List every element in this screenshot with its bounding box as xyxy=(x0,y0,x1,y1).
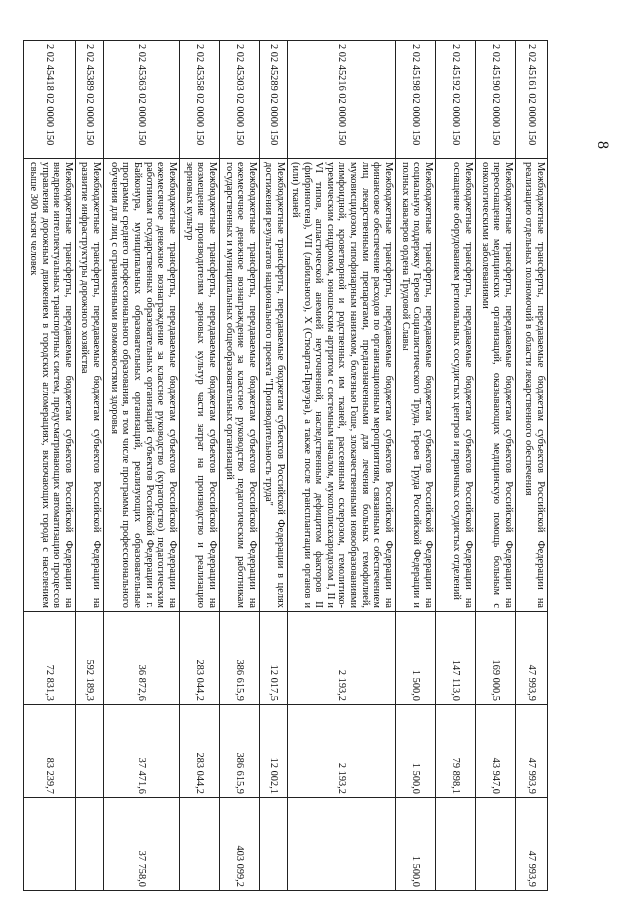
amount-col3: 1 500,0 xyxy=(396,798,436,891)
table-row xyxy=(476,41,516,891)
transfer-description: Межбюджетные трансферты, передаваемые бюджетам субъектов Российской Федерации на внедрение интеллектуальных транспортных систем, предусматривающих автоматизацию процессов управления дорожным движением в городских агломерациях, включающих города с населением свыше 300 тысяч человек xyxy=(24,159,76,612)
budget-code: 2 02 45418 02 0000 150 xyxy=(24,41,76,159)
budget-code: 2 02 45192 02 0000 150 xyxy=(436,41,476,159)
amount-col2: 83 239,7 xyxy=(24,705,76,798)
amount-col2 xyxy=(76,705,104,798)
amount-col2: 12 002,1 xyxy=(260,705,288,798)
amount-col3: 37 758,0 xyxy=(104,798,180,891)
amount-col1: 283 044,2 xyxy=(180,612,220,705)
amount-col1: 386 615,9 xyxy=(220,612,260,705)
amount-col2: 283 044,2 xyxy=(180,705,220,798)
transfers-table xyxy=(23,40,548,891)
table-row xyxy=(260,41,288,891)
amount-col3: 403 099,2 xyxy=(220,798,260,891)
transfer-description: Межбюджетные трансферты, передаваемые бюджетам субъектов Российской Федерации на возмещение производителям зерновых культур части затрат на производство и реализацию зерновых культур xyxy=(180,159,220,612)
amount-col3 xyxy=(260,798,288,891)
transfer-description: Межбюджетные трансферты, передаваемые бюджетам субъектов Российской Федерации на переоснащение медицинских организаций, оказывающих медицинскую помощь больным с онкологическими заболеваниями xyxy=(476,159,516,612)
amount-col3 xyxy=(476,798,516,891)
budget-code: 2 02 45161 02 0000 150 xyxy=(516,41,548,159)
budget-code: 2 02 45303 02 0000 150 xyxy=(220,41,260,159)
table-row xyxy=(24,41,76,891)
budget-code: 2 02 45363 02 0000 150 xyxy=(104,41,180,159)
amount-col2: 1 500,0 xyxy=(396,705,436,798)
amount-col2: 43 947,0 xyxy=(476,705,516,798)
table-row xyxy=(76,41,104,891)
transfer-description: Межбюджетные трансферты, передаваемые бюджетам субъектов Российской Федерации на социальную поддержку Героев Социалистического Труда, Героев Труда Российской Федерации и полных кавалеров ордена Трудовой Славы xyxy=(396,159,436,612)
amount-col1: 36 872,6 xyxy=(104,612,180,705)
amount-col1: 47 993,9 xyxy=(516,612,548,705)
amount-col3 xyxy=(288,798,396,891)
page-number: 8 xyxy=(594,141,611,149)
budget-code: 2 02 45216 02 0000 150 xyxy=(288,41,396,159)
amount-col1: 12 017,5 xyxy=(260,612,288,705)
amount-col1: 147 113,0 xyxy=(436,612,476,705)
amount-col1: 1 500,0 xyxy=(396,612,436,705)
table-row xyxy=(396,41,436,891)
amount-col1: 2 193,2 xyxy=(288,612,396,705)
transfer-description: Межбюджетные трансферты, передаваемые бюджетам субъектов Российской Федерации на оснащение оборудованием региональных сосудистых центров и первичных сосудистых отделений xyxy=(436,159,476,612)
transfer-description: Межбюджетные трансферты, передаваемые бюджетам субъектов Российской Федерации на финансовое обеспечение расходов по организационным мероприятиям, связанным с обеспечением лиц лекарственными препаратами, предназначенными для лечения больных гемофилией, муковисцидозом, гипофизарным нанизмом, болезнью Гоше, злокачественными новообразованиями лимфоидной, кроветворной и родственных им тканей, рассеянным склерозом, гемолитико-уремическим синдромом, юношеским артритом с системным началом, мукополисахаридозом I, II и VI типов, апластической анемией неуточненной, наследственным дефицитом факторов II (фибриногена), VII (лабильного), X (Стюарта-Прауэра), а также после трансплантации органов и (или) тканей xyxy=(288,159,396,612)
amount-col3: 47 993,9 xyxy=(516,798,548,891)
table-row xyxy=(516,41,548,891)
transfer-description: Межбюджетные трансферты, передаваемые бюджетам субъектов Российской Федерации на ежемесячное денежное вознаграждение за классное руководство (кураторство) педагогическим работникам государственных образовательных организаций субъектов Российской Федерации и г. Байконура, муниципальных образовательных организаций, реализующих образовательные программы среднего профессионального образования, в том числе программы профессионального обучения для лиц с ограниченными возможностями здоровья xyxy=(104,159,180,612)
table-row xyxy=(180,41,220,891)
budget-code: 2 02 45289 02 0000 150 xyxy=(260,41,288,159)
budget-code: 2 02 45389 02 0000 150 xyxy=(76,41,104,159)
amount-col2: 79 898,1 xyxy=(436,705,476,798)
budget-code: 2 02 45358 02 0000 150 xyxy=(180,41,220,159)
table-row xyxy=(220,41,260,891)
amount-col2: 47 993,9 xyxy=(516,705,548,798)
amount-col2: 2 193,2 xyxy=(288,705,396,798)
amount-col1: 72 831,3 xyxy=(24,612,76,705)
amount-col2: 386 615,9 xyxy=(220,705,260,798)
table-row xyxy=(288,41,396,891)
amount-col2: 37 471,6 xyxy=(104,705,180,798)
transfer-description: Межбюджетные трансферты, передаваемые бюджетам субъектов Российской Федерации на ежемесячное денежное вознаграждение за классное руководство педагогическим работникам государственных и муниципальных общеобразовательных организаций xyxy=(220,159,260,612)
transfer-description: Межбюджетные трансферты, передаваемые бюджетам субъектов Российской Федерации в целях достижения результатов национального проекта "Производительность труда" xyxy=(260,159,288,612)
document-page xyxy=(28,40,548,890)
amount-col3 xyxy=(436,798,476,891)
amount-col3 xyxy=(76,798,104,891)
transfer-description: Межбюджетные трансферты, передаваемые бюджетам субъектов Российской Федерации на развитие инфраструктуры дорожного хозяйства xyxy=(76,159,104,612)
amount-col1: 169 000,5 xyxy=(476,612,516,705)
table-row xyxy=(104,41,180,891)
amount-col3 xyxy=(180,798,220,891)
budget-code: 2 02 45190 02 0000 150 xyxy=(476,41,516,159)
amount-col3 xyxy=(24,798,76,891)
budget-code: 2 02 45198 02 0000 150 xyxy=(396,41,436,159)
table-row xyxy=(436,41,476,891)
transfer-description: Межбюджетные трансферты, передаваемые бюджетам субъектов Российской Федерации на реализацию отдельных полномочий в области лекарственного обеспечения xyxy=(516,159,548,612)
amount-col1: 592 189,3 xyxy=(76,612,104,705)
